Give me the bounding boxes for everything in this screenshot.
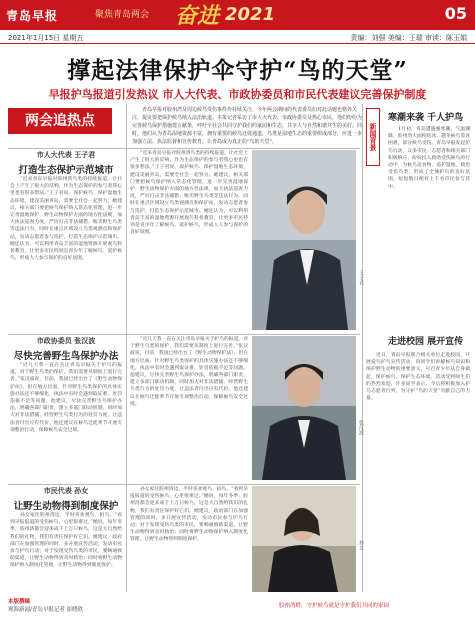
intro-divider <box>8 148 360 149</box>
issue-date: 2021年1月15日 星期五 <box>8 34 84 42</box>
speaker-3-heading <box>10 486 122 512</box>
sidebar-section-2-title: 走进校园 展开宣传 <box>388 337 464 347</box>
speaker-3-photo <box>252 486 356 592</box>
speaker-1-heading <box>10 150 122 176</box>
speaker-2-caption: 张汉波 <box>358 420 364 435</box>
speaker-2-role: 市政协委员 张汉波 <box>36 337 96 345</box>
speaker-1-caption: 王子君 <box>358 270 364 285</box>
speaker-1-body-left: “近来青岛早报对胶州湾鸟类的持续报道，让社会上产生了很大的反响，作为生态保护的参与者我心里也有很多想法。”王子君说，保护候鸟、保护湿地生态环境，建设美丽青岛，需要全社会一起努力。她建议，相关部门要把候鸟保护纳入常态化管理，进一步完善湿地保护、野生动物保护方面的地方性法规，加大执法巡查力度，严厉打击非法捕猎、贩卖野生鸟类等违法行为，同时在重点区域设立鸟类观测点和保护站，发动志愿者参与巡护，打造生态保护示范城市。她还认为，可以利用青岛丰富的湿地资源开展观鸟科普教育，让更多市民特别是青少年了解候鸟、爱护候鸟，形成人人参与保护的良好氛围。 <box>10 177 122 262</box>
page-number: 05 <box>444 4 467 23</box>
speaker-1-role: 市人大代表 王子君 <box>36 151 96 159</box>
masthead-bar <box>0 0 475 30</box>
speaker-1-photo <box>252 150 356 330</box>
speaker-1-portrait-icon <box>252 150 356 330</box>
page-subheadline: 早报护鸟报道引发热议 市人大代表、市政协委员和市民代表建议完善保护制度 <box>48 88 427 101</box>
page-footer <box>0 596 475 620</box>
speaker-divider-1 <box>8 334 360 335</box>
footer-banner: 胶州湾畔，守护候鸟就是守护我们共同的家园 <box>278 603 389 609</box>
sidebar-section-1-body: 1月初，青岛遭遇强寒潮，气温骤降，胶州湾大面积结冰，越冬候鸟觅食困难，部分候鸟受伤。青岛早报发起护鸟行动，众多市民、志愿者和相关部门积极响应，纷纷投入救助受伤候鸟的行动中，为候鸟送食物、巡护湿地，救治受伤鸟类，形成了全城护鸟的良好氛围，短短数日便有上千名市民参与其中。 <box>388 127 470 190</box>
sidebar-news-background <box>366 108 470 608</box>
page-headline: 撑起法律保护伞守护“鸟的天堂” <box>67 57 408 84</box>
speaker-3-title: 让野生动物得到制度保护 <box>13 501 119 512</box>
speaker-3-body-left: 孙女家住胶州湾边，平时喜欢观鸟、拍鸟。“看到早报报道的受伤候鸟，心里很难过。”她说，每年冬季，胶州湾都会迎来成千上万只候鸟，这是大自然给我们的礼物，我们有责任保护好它们。她建议，政府部门在加强管理的同时，多开展宣传活动，发动市民参与护鸟行动；对于发现受伤鸟类的市民，要畅通救助渠道，让野生动物得到及时救治；同时将野生动物保护纳入制度化管理，让野生动物得到制度保护。 <box>10 513 122 569</box>
speaker-2-heading <box>10 336 122 362</box>
speaker-3-caption: 孙女 <box>358 540 364 550</box>
speaker-3-portrait-icon <box>252 486 356 592</box>
year-text: 2021 <box>225 4 276 25</box>
speaker-1-body-right: “近来青岛早报对胶州湾鸟类的持续报道，让社会上产生了很大的反响，作为生态保护的参与者我心里也有很多想法。”王子君说，保护候鸟、保护湿地生态环境，建设美丽青岛，需要全社会一起努力。她建议，相关部门要把候鸟保护纳入常态化管理，进一步完善湿地保护、野生动物保护方面的地方性法规，加大执法巡查力度，严厉打击非法捕猎、贩卖野生鸟类等违法行为，同时在重点区域设立鸟类观测点和保护站，发动志愿者参与巡护，打造生态保护示范城市。她还认为，可以利用青岛丰富的湿地资源开展观鸟科普教育，让更多市民特别是青少年了解候鸟、爱护候鸟，形成人人参与保护的良好氛围。 <box>130 151 248 236</box>
speaker-divider-2 <box>8 484 360 485</box>
speaker-2-portrait-icon <box>252 336 356 480</box>
theme-text: 奋进 <box>175 3 220 29</box>
speaker-2-title: 尽快完善野生鸟保护办法 <box>13 351 119 362</box>
dateline-bar <box>0 30 475 44</box>
sidebar-tag: 新闻背景 <box>366 108 380 166</box>
section-box: 两会追热点 <box>8 108 112 134</box>
intro-paragraph: 青岛早报对胶州湾及周边候鸟受伤事件作持续关注，今年两会期间的代表委员们对此话题也格外关注，提议要把保护候鸟纳入法治轨道。本报记者采访了市人大代表、市政协委员及热心市民，他们纷纷为完善候鸟保护措施建言献策，呼吁全社会共同守护我们的家园和生态，共享人与自然和谐共生的美好。同时，他们认为青岛湿地资源丰富，拥有重要的候鸟迁徙通道，鸟类是湿地生态的重要组成部分，应进一步加强立法、执法监督和宣传教育，让青岛成为真正的“鸟的天堂”。 <box>132 107 363 145</box>
speaker-3-body-right: 孙女家住胶州湾边，平时喜欢观鸟、拍鸟。“看到早报报道的受伤候鸟，心里很难过。”她说，每年冬季，胶州湾都会迎来成千上万只候鸟，这是大自然给我们的礼物，我们有责任保护好它们。她建议，政府部门在加强管理的同时，多开展宣传活动，发动市民参与护鸟行动；对于发现受伤鸟类的市民，要畅通救助渠道，让野生动物得到及时救治；同时将野生动物保护纳入制度化管理，让野生动物得到制度保护。 <box>130 487 248 543</box>
newspaper-logo: 青岛早报 <box>6 9 59 23</box>
sidebar-section-1-title: 寒潮来袭 千人护鸟 <box>388 113 464 123</box>
footer-credit-label: 本版撰稿 <box>8 599 31 605</box>
speaker-2-body-left: “近几天我一直在关注青岛早报关于护鸟的报道，对于野生鸟类的保护，我们需要从制度上进行完善。”张汉波说，目前，我国已经出台了《野生动物保护法》，但在地方层面，针对野生鸟类保护的具体实施办法还不够细化，执法中有时会遇到取证难、处罚依据不足等问题。他建议，尽快完善野生鸟保护办法，明确各部门职责，建立多部门联动机制，同时加大对非法猎捕、经营野生鸟类行为的处罚力度，让违法者付出应有代价。他还建议在候鸟迁徙季节开展专项整治行动，保障候鸟安全过境。 <box>10 363 122 433</box>
footer-credit-names: 观海新闻/青岛早报记者 崔晓欣 <box>8 607 84 613</box>
footer-credits <box>8 598 83 614</box>
speaker-2-photo <box>252 336 356 480</box>
speaker-2-body-right: “近几天我一直在关注青岛早报关于护鸟的报道，对于野生鸟类的保护，我们需要从制度上进行完善。”张汉波说，目前，我国已经出台了《野生动物保护法》，但在地方层面，针对野生鸟类保护的具体实施办法还不够细化，执法中有时会遇到取证难、处罚依据不足等问题。他建议，尽快完善野生鸟保护办法，明确各部门职责，建立多部门联动机制，同时加大对非法猎捕、经营野生鸟类行为的处罚力度，让违法者付出应有代价。他还建议在候鸟迁徙季节开展专项整治行动，保障候鸟安全过境。 <box>130 337 248 407</box>
speaker-1-title: 打造生态保护示范城市 <box>18 165 114 176</box>
column-divider-right <box>362 104 363 592</box>
sidebar-section-2-body: 近日，青岛早报联合相关单位走进校园，开展爱鸟护鸟宣传活动，向同学们讲解候鸟知识和保护野生动物的重要意义，号召青少年从自身做起，保护候鸟，保护生态环境。活动受到师生们的热烈欢迎，许多同学表示，今后将积极加入护鸟志愿者行列，为守护“鸟的天堂”贡献自己的力量。 <box>366 353 470 402</box>
editor-credits: 责编：刘强 美编：王瑞 审读：陈玉娟 <box>350 34 467 42</box>
column-divider <box>126 104 127 592</box>
section-slogan: 聚焦青岛两会 <box>95 10 150 20</box>
speaker-3-role: 市民代表 孙女 <box>43 487 89 495</box>
